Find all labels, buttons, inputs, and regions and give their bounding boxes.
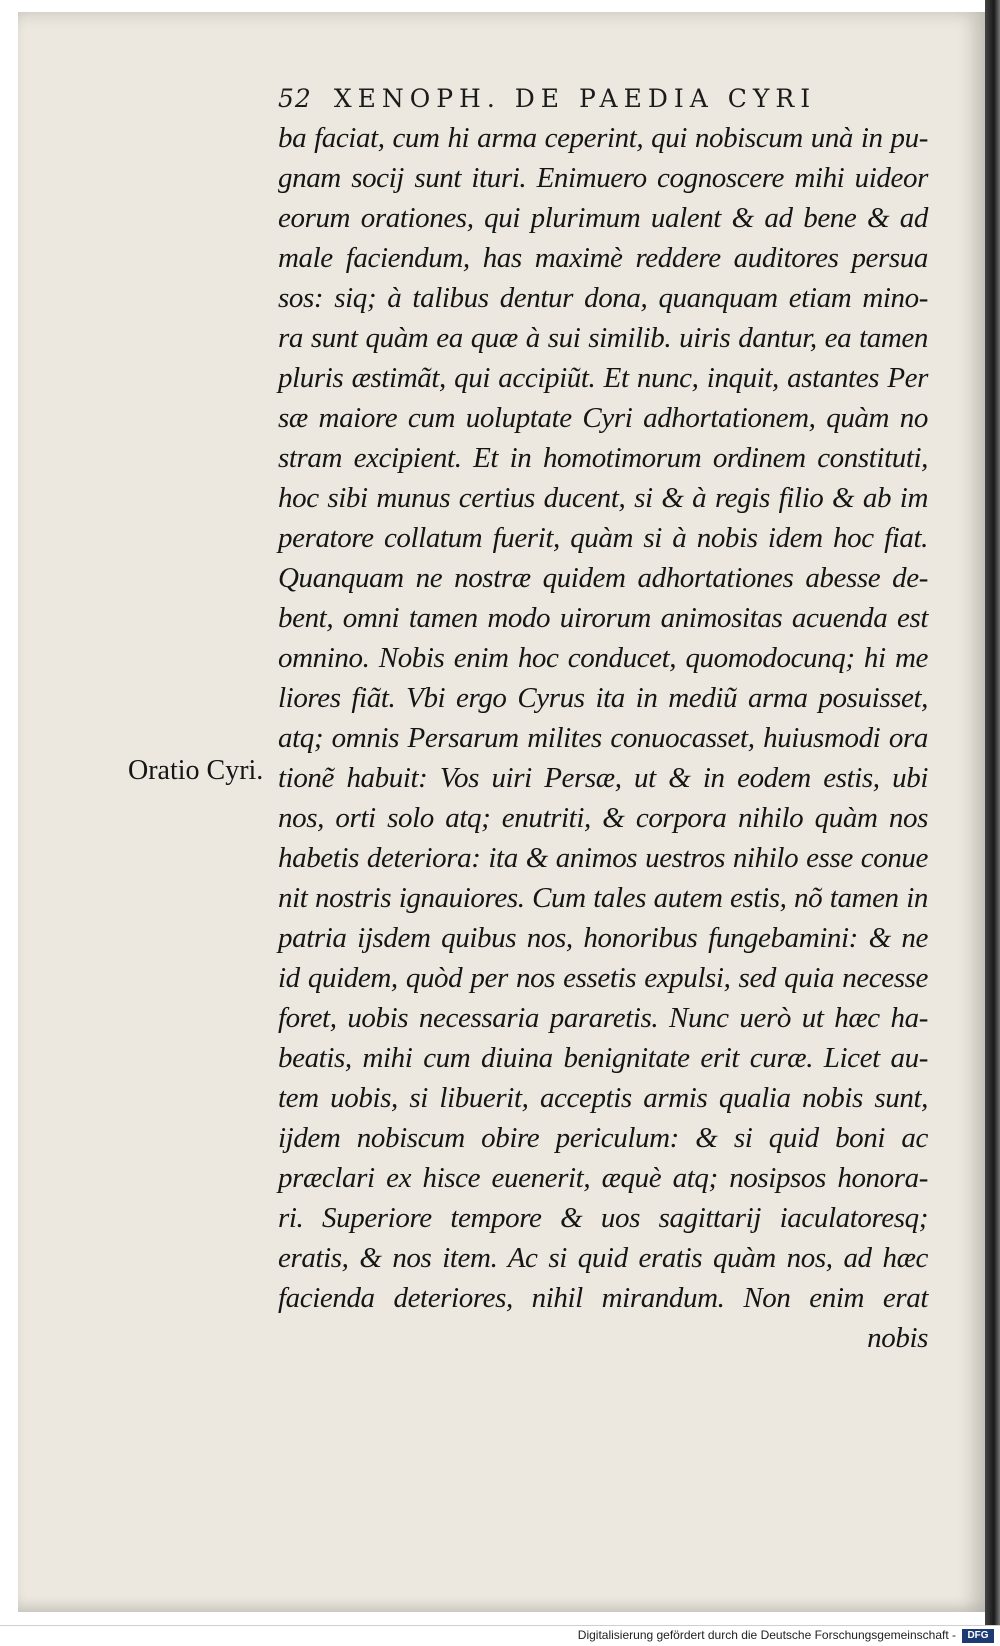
text-line: hoc sibi munus certius ducent, si & à regis filio & ab im (278, 482, 928, 514)
text-line: beatis, mihi cum diuina benignitate erit curæ. Licet au- (278, 1042, 928, 1074)
text-line: nos, orti solo atq; enutriti, & corpora nihilo quàm nos (278, 802, 928, 834)
catchword: nobis (867, 1322, 928, 1354)
text-block (278, 118, 928, 1358)
text-line: foret, uobis necessaria pararetis. Nunc uerò ut hæc ha- (278, 1002, 928, 1034)
text-line: ra sunt quàm ea quæ à sui similib. uiris dantur, ea tamen (278, 322, 928, 354)
text-line: tem uobis, si libuerit, acceptis armis qualia nobis sunt, (278, 1082, 928, 1114)
footer-credit: Digitalisierung gefördert durch die Deutsche Forschungsgemeinschaft - (577, 1628, 956, 1642)
text-line: male faciendum, has maximè reddere auditores persua (278, 242, 928, 274)
text-line: bent, omni tamen modo uirorum animositas acuenda est (278, 602, 928, 634)
text-line: peratore collatum fuerit, quàm si à nobis idem hoc fiat. (278, 522, 928, 554)
text-line: gnam socij sunt ituri. Enimuero cognoscere mihi uideor (278, 162, 928, 194)
text-line: atq; omnis Persarum milites conuocasset, huiusmodi ora (278, 722, 928, 754)
text-line: sæ maiore cum uoluptate Cyri adhortationem, quàm no (278, 402, 928, 434)
text-line: id quidem, quòd per nos essetis expulsi, sed quia necesse (278, 962, 928, 994)
page-number: 52 (278, 84, 312, 113)
text-line: ijdem nobiscum obire periculum: & si quid boni ac (278, 1122, 928, 1154)
page-edge-shadow (985, 0, 1000, 1625)
text-line: præclari ex hisce euenerit, æquè atq; nosipsos honora- (278, 1162, 928, 1194)
text-line: habetis deteriora: ita & animos uestros nihilo esse conue (278, 842, 928, 874)
text-line: ri. Superiore tempore & uos sagittarij iaculatoresq; (278, 1202, 928, 1234)
text-line: nit nostris ignauiores. Cum tales autem estis, nõ tamen in (278, 882, 928, 914)
marginal-note: Oratio Cyri. (128, 755, 264, 786)
text-line: liores fiãt. Vbi ergo Cyrus ita in mediũ arma posuisset, (278, 682, 928, 714)
text-line: eratis, & nos item. Ac si quid eratis quàm nos, ad hæc (278, 1242, 928, 1274)
text-line: ba faciat, cum hi arma ceperint, qui nobiscum unà in pu- (278, 122, 928, 154)
text-line: Quanquam ne nostræ quidem adhortationes abesse de- (278, 562, 928, 594)
footer-bar (0, 1625, 1000, 1646)
text-line: sos: siq; à talibus dentur dona, quanquam etiam mino- (278, 282, 928, 314)
text-line: omnino. Nobis enim hoc conducet, quomodocunq; hi me (278, 642, 928, 674)
text-line: eorum orationes, qui plurimum ualent & ad bene & ad (278, 202, 928, 234)
text-line: facienda deteriores, nihil mirandum. Non enim erat (278, 1282, 928, 1314)
running-head (278, 84, 848, 118)
running-title: XENOPH. DE PAEDIA CYRI (333, 84, 817, 113)
dfg-logo-icon: DFG (962, 1629, 994, 1643)
text-line: pluris æstimãt, qui accipiũt. Et nunc, inquit, astantes Per (278, 362, 928, 394)
text-line: stram excipient. Et in homotimorum ordinem constituti, (278, 442, 928, 474)
text-line: patria ijsdem quibus nos, honoribus fungebamini: & ne (278, 922, 928, 954)
text-line: tionẽ habuit: Vos uiri Persæ, ut & in eodem estis, ubi (278, 762, 928, 794)
